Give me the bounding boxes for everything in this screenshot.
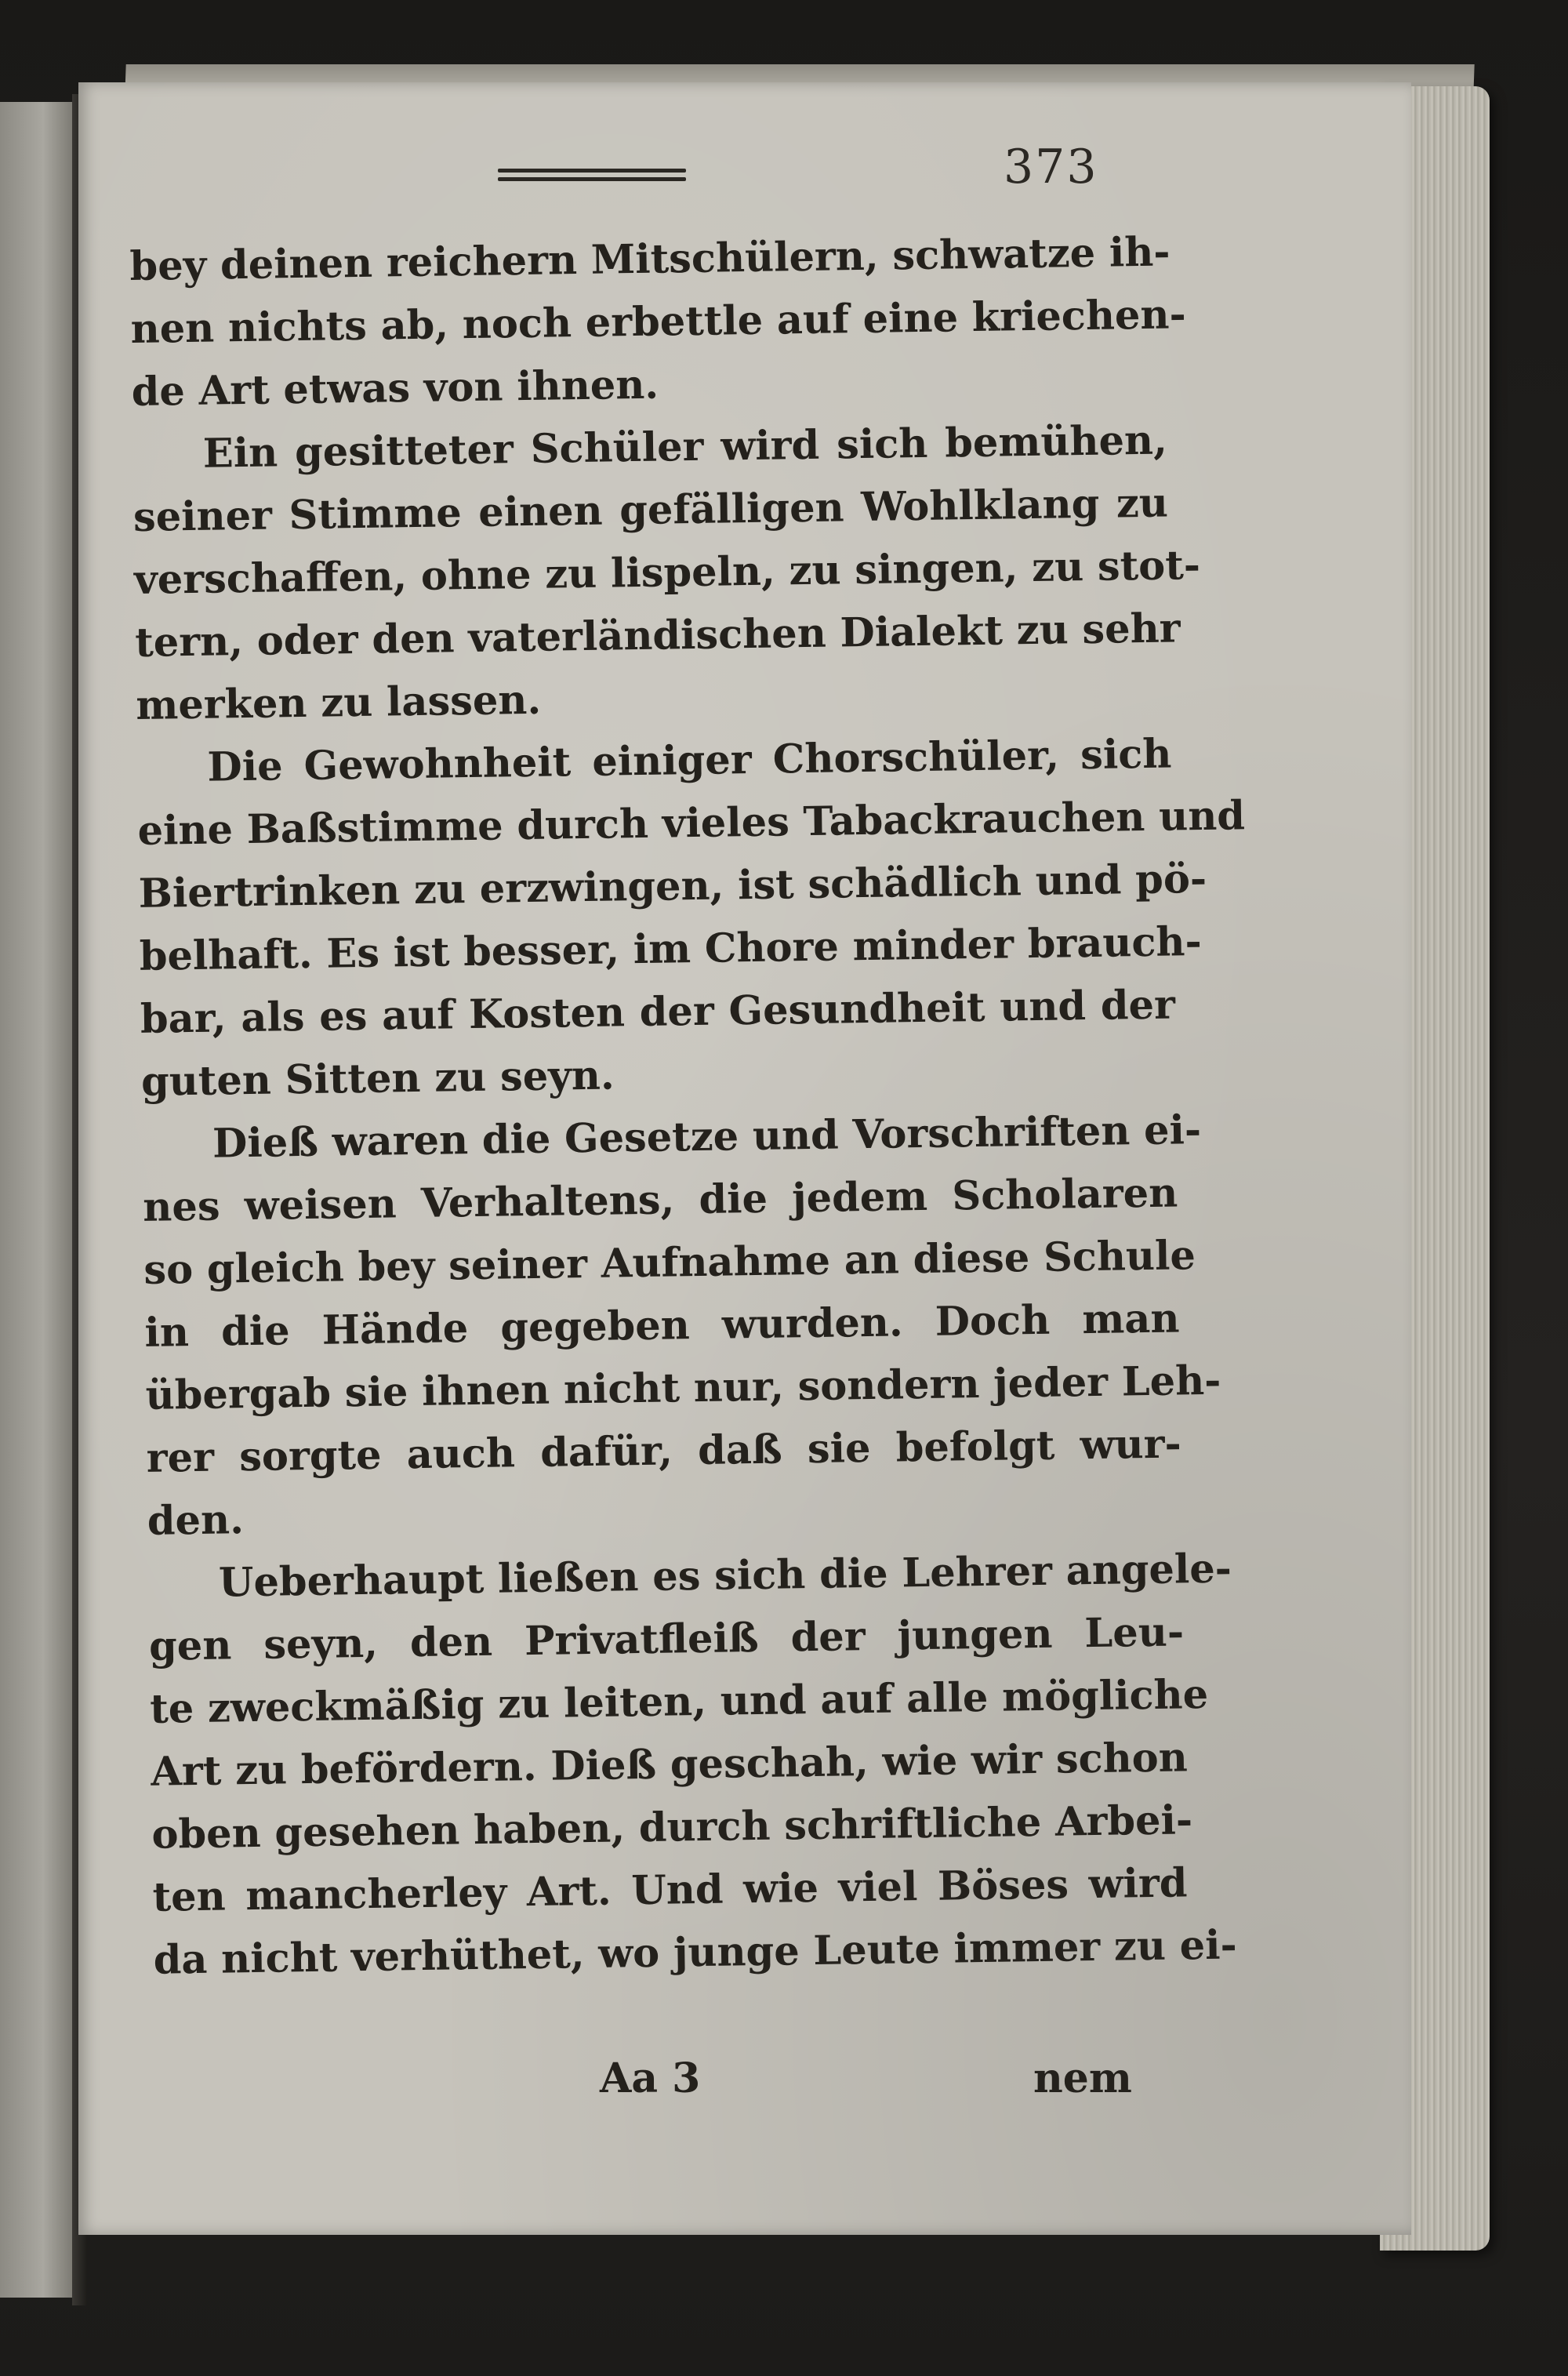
text-line: übergab sie ihnen nicht nur, sondern jeder Leh- [145, 1357, 1221, 1419]
header-rule [498, 169, 686, 186]
text-line: de Art etwas von ihnen. [131, 361, 659, 416]
text-line: in die Hände gegeben wurden. Doch man [144, 1295, 1180, 1357]
text-line: gen seyn, den Privatfleiß der jungen Leu- [148, 1608, 1185, 1670]
text-line: Art zu befördern. Dieß geschah, wie wir schon [150, 1734, 1189, 1796]
catchword: nem [1033, 2054, 1132, 2102]
text-line: belhaft. Es ist besser, im Chore minder brauch- [139, 917, 1203, 980]
text-line: ten mancherley Art. Und wie viel Böses wird [152, 1859, 1188, 1921]
text-line: seiner Stimme einen gefälligen Wohlklang zu [132, 479, 1169, 541]
signature-mark: Aa 3 [600, 2054, 701, 2102]
body-text [129, 221, 1246, 1992]
text-line: Die Gewohnheit einiger Chorschüler, sich [207, 730, 1172, 791]
text-line: Ueberhaupt ließen es sich die Lehrer angele- [218, 1545, 1232, 1607]
text-line: verschaffen, ohne zu lispeln, zu singen, zu stot- [133, 541, 1201, 604]
text-line: Biertrinken zu erzwingen, ist schädlich und pö- [138, 855, 1207, 917]
previous-page-edge [0, 102, 74, 2298]
text-line: eine Baßstimme durch vieles Tabackrauchen und [137, 792, 1246, 855]
text-line: merken zu lassen. [135, 676, 542, 729]
text-line: Dieß waren die Gesetze und Vorschriften ei- [212, 1106, 1202, 1168]
page-number: 373 [1004, 140, 1098, 194]
text-line: Ein gesitteter Schüler wird sich bemühen, [202, 416, 1168, 478]
text-line: da nicht verhüthet, wo junge Leute immer zu ei- [153, 1921, 1238, 1984]
text-line: den. [147, 1496, 245, 1545]
text-line: bey deinen reichern Mitschülern, schwatze ih- [129, 228, 1171, 290]
text-line: oben gesehen haben, durch schriftliche Arbei- [151, 1797, 1193, 1858]
text-line: bar, als es auf Kosten der Gesundheit und der [140, 981, 1176, 1043]
text-line: guten Sitten zu seyn. [140, 1052, 615, 1106]
text-line: nen nichts ab, noch erbettle auf eine kriechen- [130, 291, 1187, 353]
text-line: rer sorgte auch dafür, daß sie befolgt wur- [146, 1420, 1182, 1482]
text-line: nes weisen Verhaltens, die jedem Scholaren [142, 1169, 1178, 1231]
text-line: tern, oder den vaterländischen Dialekt zu sehr [134, 605, 1181, 667]
text-line: te zweckmäßig zu leiten, und auf alle mögliche [149, 1670, 1209, 1733]
text-line: so gleich bey seiner Aufnahme an diese Schule [143, 1232, 1196, 1294]
